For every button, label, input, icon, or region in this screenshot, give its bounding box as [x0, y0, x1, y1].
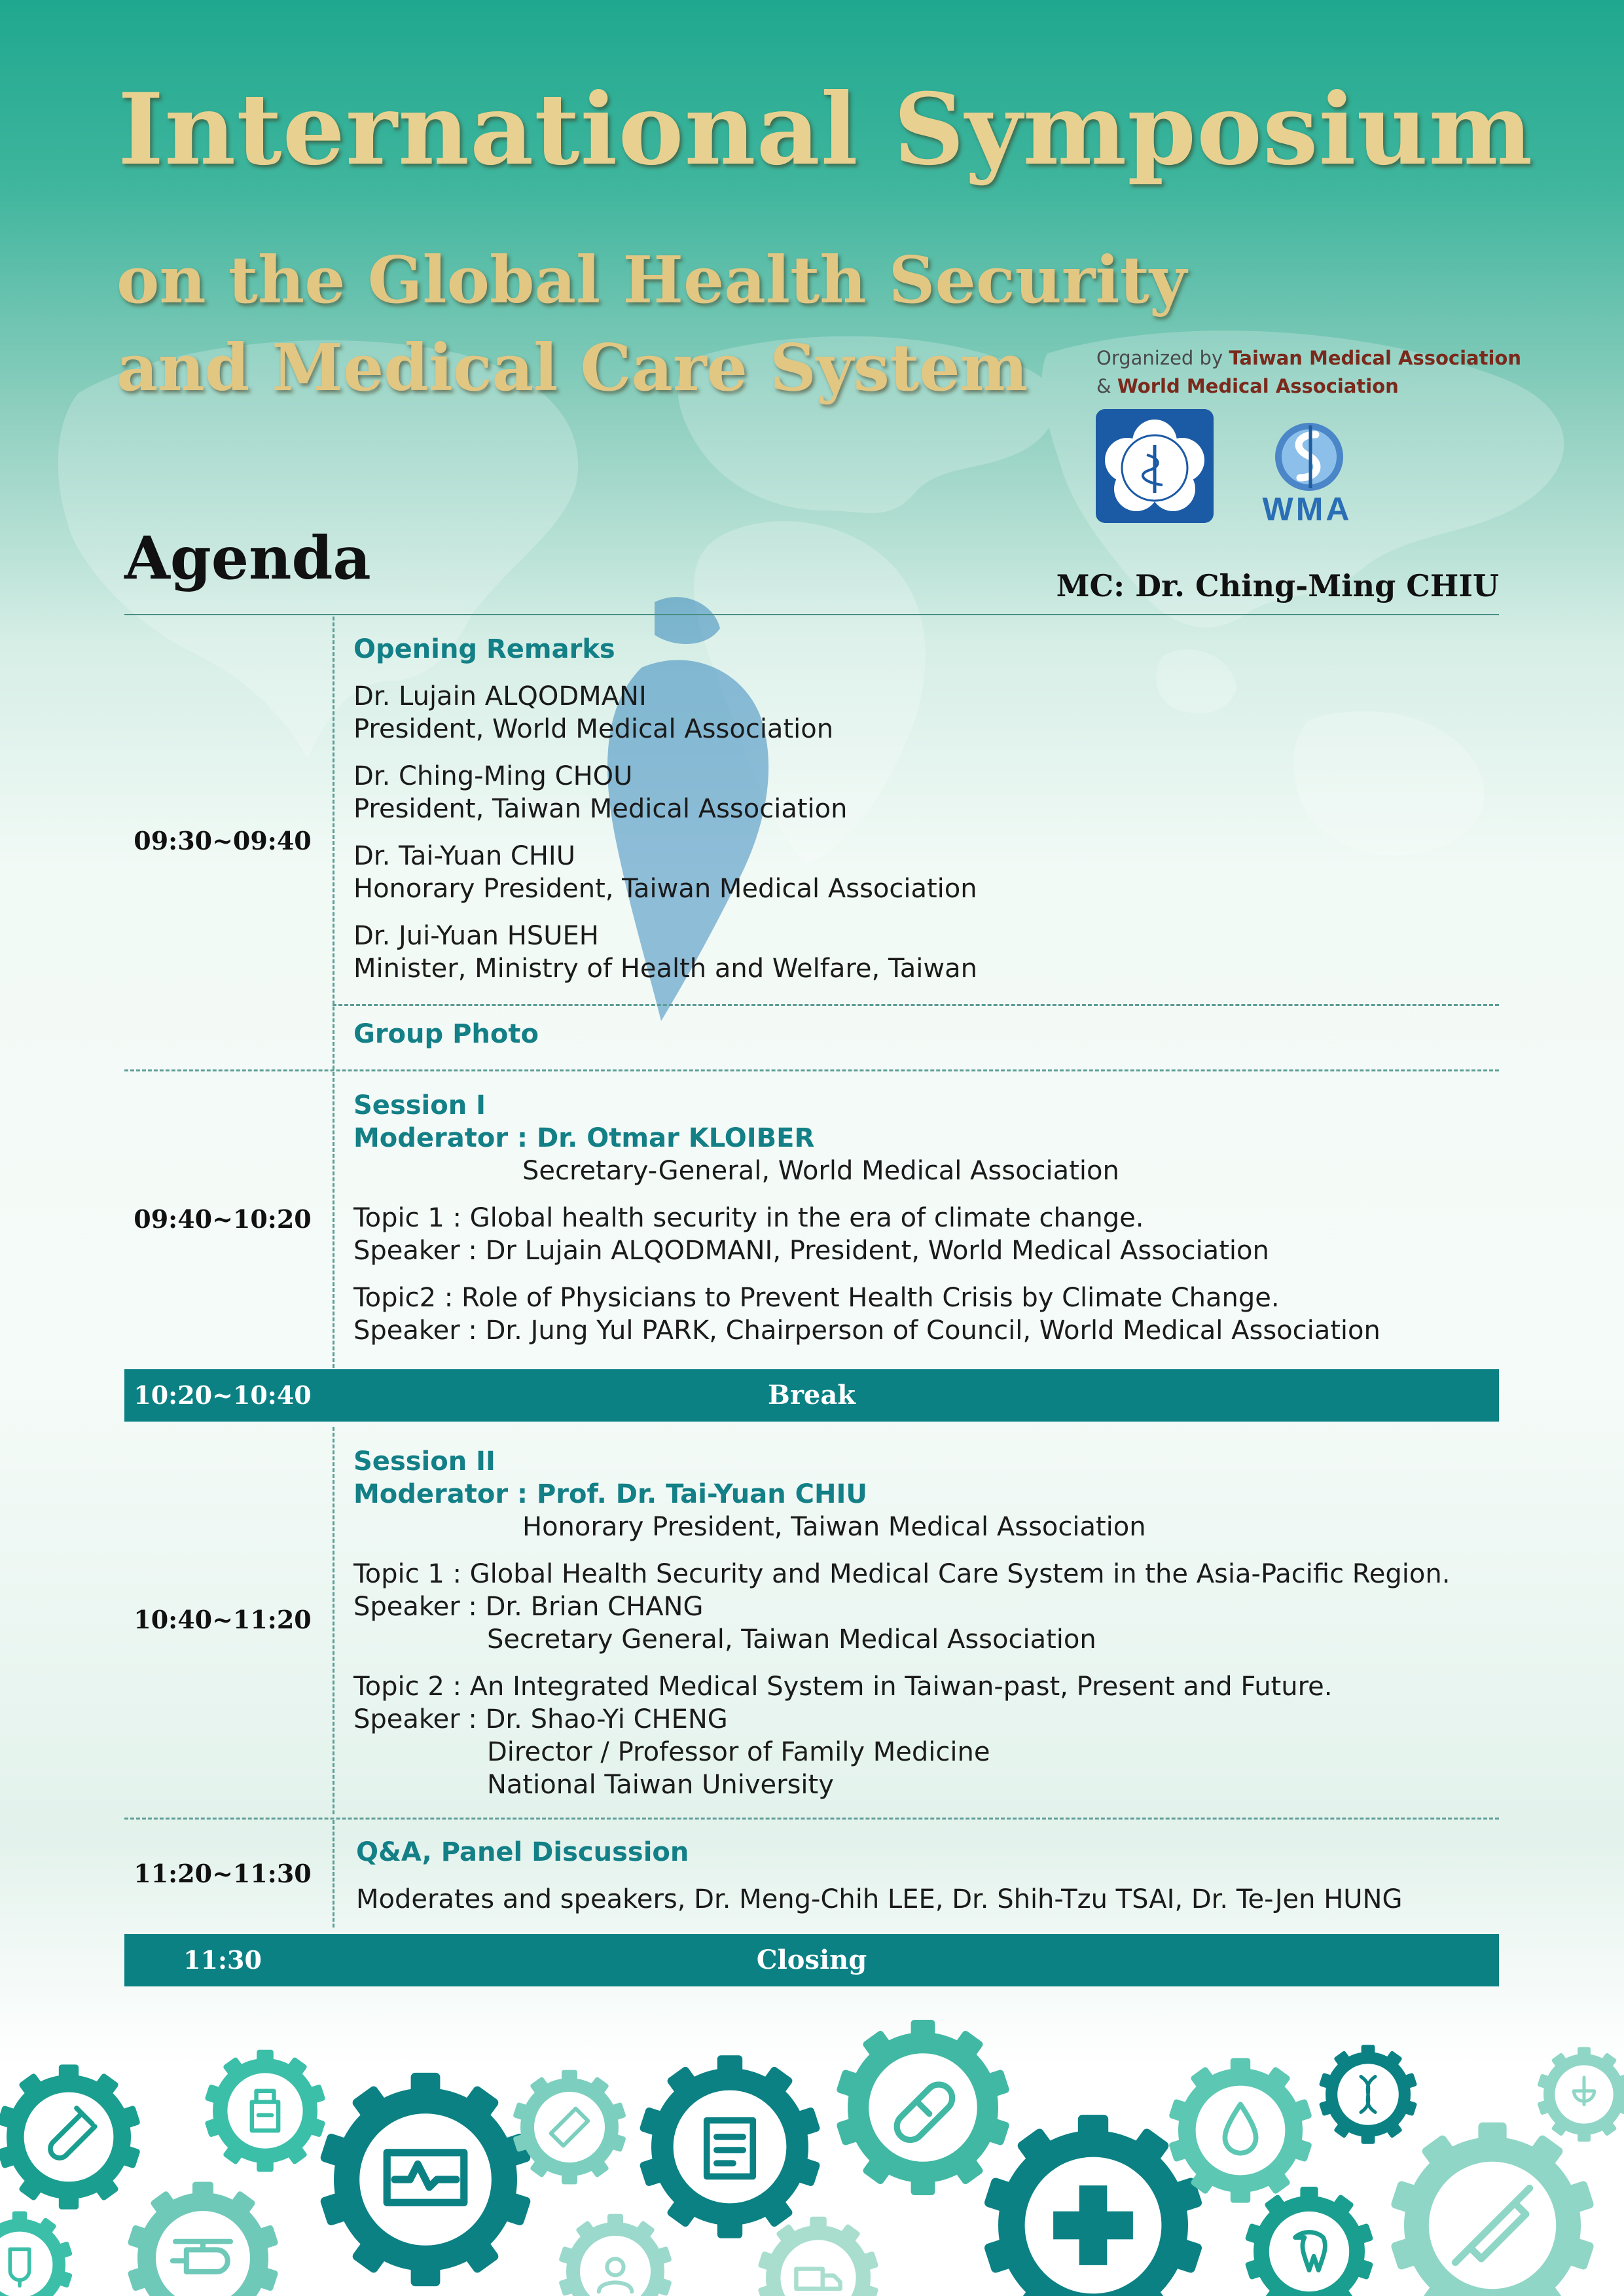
qa-block — [356, 1836, 1402, 1916]
group-photo-label: Group Photo — [353, 1019, 539, 1049]
symposium-title-line1: International Symposium — [118, 72, 1534, 187]
speaker-role: President, Taiwan Medical Association — [353, 794, 848, 824]
dna-icon-gear — [1319, 2045, 1417, 2144]
clipboard-icon-gear — [639, 2055, 821, 2238]
medical-cross-icon-gear — [983, 2115, 1203, 2296]
test-tube-icon-gear — [0, 2064, 141, 2209]
break-label: Break — [768, 1380, 856, 1410]
speaker-name: Dr. Lujain ALQODMANI — [353, 681, 647, 711]
session1-moderator: Moderator : Dr. Otmar KLOIBER — [353, 1123, 815, 1153]
qa-detail: Moderates and speakers, Dr. Meng-Chih LEE, Dr. Shih-Tzu TSAI, Dr. Te-Jen HUNG — [356, 1884, 1403, 1914]
pharmacy-icon-gear — [1537, 2047, 1624, 2142]
helicopter-icon-gear — [127, 2182, 278, 2296]
pill-icon-gear — [836, 2020, 1010, 2195]
organizer-credit — [1096, 344, 1521, 401]
session2-topic2: Topic 2 : An Integrated Medical System in Taiwan-past, Present and Future. — [353, 1672, 1333, 1702]
column-divider — [333, 1820, 334, 1928]
session1-topic1: Topic 1 : Global health security in the era of climate change. — [353, 1203, 1144, 1233]
session2-moderator: Moderator : Prof. Dr. Tai-Yuan CHIU — [353, 1479, 867, 1509]
qa-title: Q&A, Panel Discussion — [356, 1837, 689, 1867]
session1-speaker2: Speaker : Dr. Jung Yul PARK, Chairperson of Council, World Medical Association — [353, 1316, 1380, 1346]
opening-time: 09:30~09:40 — [134, 826, 312, 855]
session2-topic1: Topic 1 : Global Health Security and Medical Care System in the Asia-Pacific Region. — [353, 1559, 1451, 1589]
qa-time: 11:20~11:30 — [134, 1859, 312, 1888]
session1-speaker1: Speaker : Dr Lujain ALQODMANI, President, World Medical Association — [353, 1236, 1269, 1266]
session2-time: 10:40~11:20 — [134, 1605, 312, 1634]
world-medical-association-logo — [1244, 419, 1371, 527]
session2-speaker1-role: Secretary General, Taiwan Medical Association — [487, 1624, 1096, 1655]
medicine-bottle-icon-gear — [204, 2050, 325, 2172]
speaker-role: Honorary President, Taiwan Medical Association — [353, 874, 977, 904]
symposium-title-subtitle — [117, 237, 1187, 412]
opening-remarks-title: Opening Remarks — [353, 634, 615, 664]
session2-speaker1: Speaker : Dr. Brian CHANG — [353, 1592, 704, 1622]
closing-bar — [124, 1934, 1499, 1986]
speaker-name: Dr. Tai-Yuan CHIU — [353, 841, 575, 871]
agenda-heading: Agenda — [124, 524, 371, 593]
section-divider — [124, 1069, 1499, 1071]
session1-time: 09:40~10:20 — [134, 1204, 312, 1234]
organizer-prefix: Organized by — [1096, 347, 1229, 369]
session1-moderator-role: Secretary-General, World Medical Association — [522, 1156, 1119, 1186]
column-divider — [333, 617, 334, 1069]
section-divider — [124, 1818, 1499, 1820]
opening-remarks-block — [353, 633, 977, 985]
column-divider — [333, 1427, 334, 1814]
column-divider — [333, 1072, 334, 1368]
session2-speaker2-role2: National Taiwan University — [487, 1770, 834, 1800]
ambulance-icon-gear — [757, 2217, 878, 2296]
syringe-icon-gear — [1390, 2123, 1595, 2296]
session1-block — [353, 1089, 1380, 1347]
speaker-name: Dr. Jui-Yuan HSUEH — [353, 921, 599, 951]
speaker-role: Minister, Ministry of Health and Welfare, Taiwan — [353, 954, 977, 984]
speaker-role: President, World Medical Association — [353, 714, 834, 744]
break-bar — [124, 1369, 1499, 1422]
symposium-title-line3: and Medical Care System — [117, 331, 1028, 406]
organizer-wma: World Medical Association — [1117, 375, 1399, 397]
closing-time: 11:30 — [183, 1945, 262, 1975]
session2-title: Session II — [353, 1446, 496, 1477]
medical-gears-decoration — [0, 2016, 1624, 2296]
speaker-name: Dr. Ching-Ming CHOU — [353, 761, 633, 791]
session2-moderator-role: Honorary President, Taiwan Medical Association — [522, 1512, 1146, 1542]
bandage-icon-gear — [513, 2070, 626, 2185]
organizer-prefix-2: & — [1096, 375, 1117, 397]
mc-name: MC: Dr. Ching-Ming CHIU — [1056, 568, 1499, 603]
organizer-tma: Taiwan Medical Association — [1229, 347, 1521, 369]
break-time: 10:20~10:40 — [134, 1380, 312, 1410]
closing-label: Closing — [756, 1945, 867, 1975]
svg-text:WMA: WMA — [1262, 491, 1352, 527]
session2-speaker2: Speaker : Dr. Shao-Yi CHENG — [353, 1704, 728, 1734]
group-photo-divider — [333, 1004, 1499, 1006]
symposium-title-line2: on the Global Health Security — [117, 243, 1187, 318]
iv-bag-icon-gear — [0, 2211, 73, 2296]
nurse-icon-gear — [558, 2214, 672, 2296]
tooth-icon-gear — [1245, 2187, 1374, 2296]
session2-speaker2-role1: Director / Professor of Family Medicine — [487, 1737, 990, 1767]
session2-block — [353, 1445, 1450, 1801]
heart-monitor-icon-gear — [319, 2073, 532, 2286]
taiwan-medical-association-logo — [1096, 409, 1214, 523]
session1-title: Session I — [353, 1090, 486, 1121]
agenda-top-rule — [124, 614, 1499, 615]
session1-topic2: Topic2 : Role of Physicians to Prevent Health Crisis by Climate Change. — [353, 1283, 1280, 1313]
